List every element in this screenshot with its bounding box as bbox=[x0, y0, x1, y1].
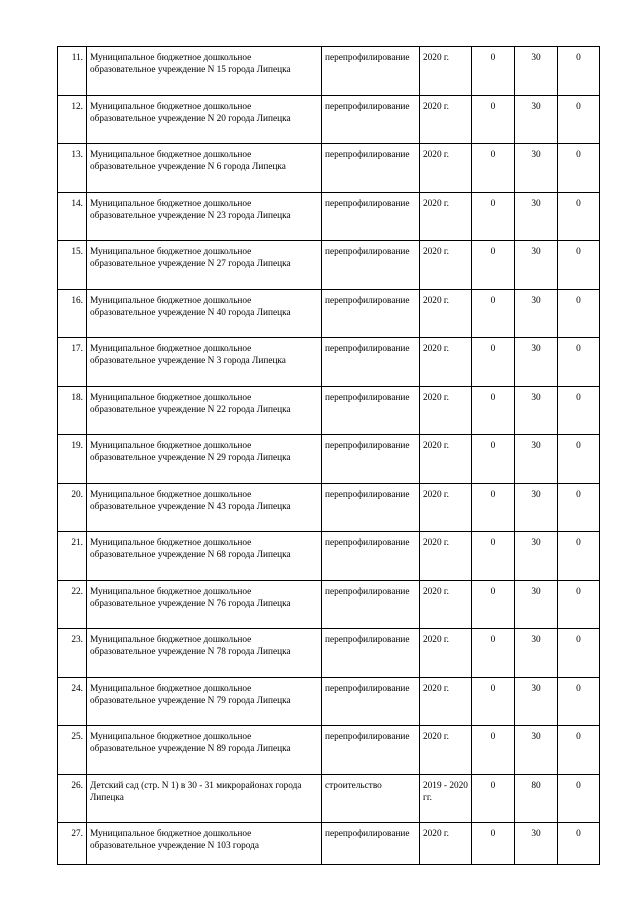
row-number: 21. bbox=[58, 532, 87, 581]
institution-name: Муниципальное бюджетное дошкольное образовательное учреждение N 78 города Липецка bbox=[87, 629, 322, 678]
year: 2020 г. bbox=[420, 435, 472, 484]
table-row bbox=[58, 435, 600, 484]
value-col-3: 0 bbox=[558, 289, 600, 338]
institution-name: Муниципальное бюджетное дошкольное образовательное учреждение N 89 города Липецка bbox=[87, 726, 322, 775]
row-number: 24. bbox=[58, 677, 87, 726]
work-type: перепрофилирование bbox=[322, 629, 420, 678]
row-number: 22. bbox=[58, 580, 87, 629]
year: 2020 г. bbox=[420, 629, 472, 678]
year: 2020 г. bbox=[420, 483, 472, 532]
work-type: перепрофилирование bbox=[322, 532, 420, 581]
row-number: 26. bbox=[58, 774, 87, 823]
table-row bbox=[58, 289, 600, 338]
value-col-1: 0 bbox=[472, 241, 515, 290]
value-col-3: 0 bbox=[558, 629, 600, 678]
facilities-table bbox=[57, 46, 600, 865]
value-col-3: 0 bbox=[558, 532, 600, 581]
value-col-1: 0 bbox=[472, 144, 515, 193]
year: 2020 г. bbox=[420, 386, 472, 435]
value-col-1: 0 bbox=[472, 289, 515, 338]
value-col-3: 0 bbox=[558, 241, 600, 290]
institution-name: Муниципальное бюджетное дошкольное образовательное учреждение N 79 города Липецка bbox=[87, 677, 322, 726]
year: 2020 г. bbox=[420, 241, 472, 290]
year: 2020 г. bbox=[420, 823, 472, 865]
value-col-2: 30 bbox=[515, 629, 558, 678]
table-row bbox=[58, 192, 600, 241]
year: 2020 г. bbox=[420, 144, 472, 193]
row-number: 16. bbox=[58, 289, 87, 338]
table-row bbox=[58, 47, 600, 96]
value-col-2: 30 bbox=[515, 47, 558, 96]
institution-name: Муниципальное бюджетное дошкольное образовательное учреждение N 43 города Липецка bbox=[87, 483, 322, 532]
work-type: перепрофилирование bbox=[322, 726, 420, 775]
value-col-1: 0 bbox=[472, 532, 515, 581]
value-col-2: 30 bbox=[515, 241, 558, 290]
value-col-1: 0 bbox=[472, 435, 515, 484]
row-number: 15. bbox=[58, 241, 87, 290]
value-col-2: 30 bbox=[515, 144, 558, 193]
value-col-3: 0 bbox=[558, 435, 600, 484]
row-number: 18. bbox=[58, 386, 87, 435]
value-col-3: 0 bbox=[558, 386, 600, 435]
work-type: строительство bbox=[322, 774, 420, 823]
table-row bbox=[58, 144, 600, 193]
table-row bbox=[58, 677, 600, 726]
row-number: 13. bbox=[58, 144, 87, 193]
value-col-2: 30 bbox=[515, 435, 558, 484]
table-row bbox=[58, 483, 600, 532]
value-col-1: 0 bbox=[472, 726, 515, 775]
table-row bbox=[58, 95, 600, 144]
work-type: перепрофилирование bbox=[322, 338, 420, 387]
row-number: 12. bbox=[58, 95, 87, 144]
work-type: перепрофилирование bbox=[322, 483, 420, 532]
row-number: 19. bbox=[58, 435, 87, 484]
year: 2020 г. bbox=[420, 532, 472, 581]
year: 2020 г. bbox=[420, 580, 472, 629]
row-number: 20. bbox=[58, 483, 87, 532]
institution-name: Муниципальное бюджетное дошкольное образовательное учреждение N 29 города Липецка bbox=[87, 435, 322, 484]
institution-name: Муниципальное бюджетное дошкольное образовательное учреждение N 15 города Липецка bbox=[87, 47, 322, 96]
work-type: перепрофилирование bbox=[322, 241, 420, 290]
table-row bbox=[58, 629, 600, 678]
table-row bbox=[58, 823, 600, 865]
row-number: 17. bbox=[58, 338, 87, 387]
value-col-3: 0 bbox=[558, 338, 600, 387]
value-col-1: 0 bbox=[472, 677, 515, 726]
table-row bbox=[58, 338, 600, 387]
year: 2019 - 2020 гг. bbox=[420, 774, 472, 823]
value-col-2: 30 bbox=[515, 580, 558, 629]
value-col-3: 0 bbox=[558, 483, 600, 532]
value-col-3: 0 bbox=[558, 677, 600, 726]
institution-name: Муниципальное бюджетное дошкольное образовательное учреждение N 22 города Липецка bbox=[87, 386, 322, 435]
work-type: перепрофилирование bbox=[322, 823, 420, 865]
value-col-1: 0 bbox=[472, 338, 515, 387]
row-number: 11. bbox=[58, 47, 87, 96]
work-type: перепрофилирование bbox=[322, 386, 420, 435]
value-col-2: 30 bbox=[515, 677, 558, 726]
institution-name: Муниципальное бюджетное дошкольное образовательное учреждение N 20 города Липецка bbox=[87, 95, 322, 144]
value-col-3: 0 bbox=[558, 144, 600, 193]
value-col-2: 30 bbox=[515, 338, 558, 387]
work-type: перепрофилирование bbox=[322, 47, 420, 96]
value-col-3: 0 bbox=[558, 580, 600, 629]
table-row bbox=[58, 774, 600, 823]
year: 2020 г. bbox=[420, 47, 472, 96]
year: 2020 г. bbox=[420, 726, 472, 775]
table-row bbox=[58, 726, 600, 775]
year: 2020 г. bbox=[420, 289, 472, 338]
value-col-2: 30 bbox=[515, 532, 558, 581]
value-col-2: 30 bbox=[515, 483, 558, 532]
institution-name: Муниципальное бюджетное дошкольное образовательное учреждение N 23 города Липецка bbox=[87, 192, 322, 241]
value-col-3: 0 bbox=[558, 823, 600, 865]
work-type: перепрофилирование bbox=[322, 677, 420, 726]
table-row bbox=[58, 386, 600, 435]
value-col-2: 30 bbox=[515, 289, 558, 338]
row-number: 27. bbox=[58, 823, 87, 865]
table-row bbox=[58, 580, 600, 629]
row-number: 25. bbox=[58, 726, 87, 775]
institution-name: Муниципальное бюджетное дошкольное образовательное учреждение N 3 города Липецка bbox=[87, 338, 322, 387]
value-col-3: 0 bbox=[558, 774, 600, 823]
value-col-1: 0 bbox=[472, 95, 515, 144]
year: 2020 г. bbox=[420, 338, 472, 387]
row-number: 14. bbox=[58, 192, 87, 241]
institution-name: Муниципальное бюджетное дошкольное образовательное учреждение N 68 города Липецка bbox=[87, 532, 322, 581]
institution-name: Муниципальное бюджетное дошкольное образовательное учреждение N 6 города Липецка bbox=[87, 144, 322, 193]
work-type: перепрофилирование bbox=[322, 95, 420, 144]
institution-name: Муниципальное бюджетное дошкольное образовательное учреждение N 103 города bbox=[87, 823, 322, 865]
institution-name: Муниципальное бюджетное дошкольное образовательное учреждение N 76 города Липецка bbox=[87, 580, 322, 629]
work-type: перепрофилирование bbox=[322, 144, 420, 193]
value-col-3: 0 bbox=[558, 95, 600, 144]
value-col-1: 0 bbox=[472, 774, 515, 823]
value-col-2: 30 bbox=[515, 192, 558, 241]
work-type: перепрофилирование bbox=[322, 289, 420, 338]
value-col-1: 0 bbox=[472, 47, 515, 96]
work-type: перепрофилирование bbox=[322, 580, 420, 629]
table-body bbox=[58, 47, 600, 865]
value-col-2: 30 bbox=[515, 726, 558, 775]
work-type: перепрофилирование bbox=[322, 435, 420, 484]
value-col-1: 0 bbox=[472, 483, 515, 532]
year: 2020 г. bbox=[420, 677, 472, 726]
table-row bbox=[58, 241, 600, 290]
value-col-1: 0 bbox=[472, 386, 515, 435]
value-col-2: 30 bbox=[515, 386, 558, 435]
institution-name: Муниципальное бюджетное дошкольное образовательное учреждение N 40 города Липецка bbox=[87, 289, 322, 338]
value-col-3: 0 bbox=[558, 192, 600, 241]
table-row bbox=[58, 532, 600, 581]
value-col-1: 0 bbox=[472, 629, 515, 678]
value-col-3: 0 bbox=[558, 47, 600, 96]
value-col-1: 0 bbox=[472, 192, 515, 241]
year: 2020 г. bbox=[420, 95, 472, 144]
institution-name: Муниципальное бюджетное дошкольное образовательное учреждение N 27 города Липецка bbox=[87, 241, 322, 290]
value-col-2: 80 bbox=[515, 774, 558, 823]
institution-name: Детский сад (стр. N 1) в 30 - 31 микрорайонах города Липецка bbox=[87, 774, 322, 823]
work-type: перепрофилирование bbox=[322, 192, 420, 241]
year: 2020 г. bbox=[420, 192, 472, 241]
value-col-3: 0 bbox=[558, 726, 600, 775]
value-col-2: 30 bbox=[515, 823, 558, 865]
value-col-1: 0 bbox=[472, 823, 515, 865]
row-number: 23. bbox=[58, 629, 87, 678]
value-col-2: 30 bbox=[515, 95, 558, 144]
value-col-1: 0 bbox=[472, 580, 515, 629]
